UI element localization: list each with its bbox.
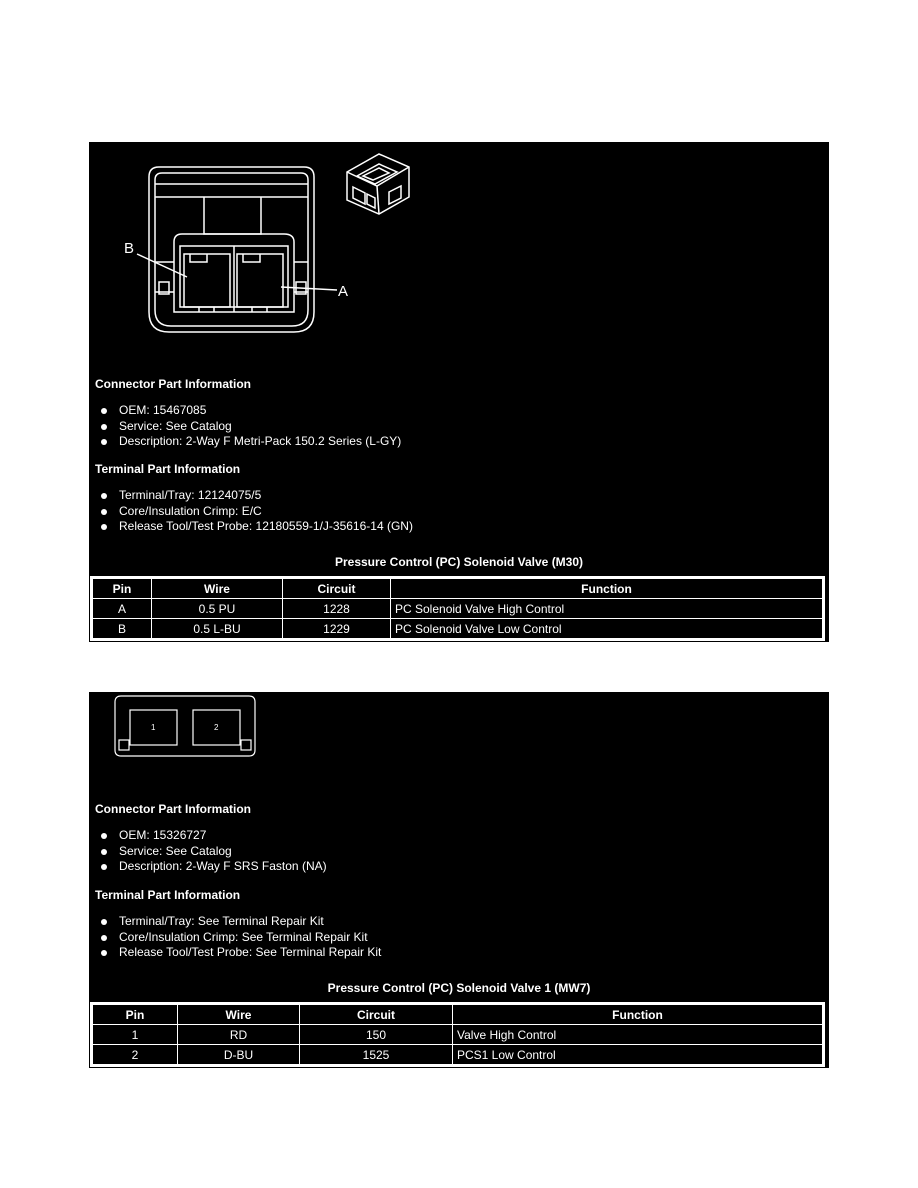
terminal-info-heading: Terminal Part Information xyxy=(95,888,241,902)
cavity-label-2: 2 xyxy=(214,723,219,732)
column-header-circuit: Circuit xyxy=(300,1005,453,1025)
list-item: OEM: 15326727 xyxy=(95,828,327,844)
bullet-icon xyxy=(101,919,107,925)
cell-function: PCS1 Low Control xyxy=(453,1045,823,1065)
pin-table-title: Pressure Control (PC) Solenoid Valve 1 (MW7) xyxy=(327,981,591,995)
table-row xyxy=(93,599,823,619)
cavity-label-1: 1 xyxy=(151,723,156,732)
bullet-icon xyxy=(101,408,107,414)
bullet-icon xyxy=(101,849,107,855)
bullet-icon xyxy=(101,439,107,445)
list-item: Terminal/Tray: See Terminal Repair Kit xyxy=(95,914,381,930)
bullet-icon xyxy=(101,864,107,870)
terminal-info-heading: Terminal Part Information xyxy=(95,462,241,476)
terminal-info-list xyxy=(95,488,413,535)
table-header-row xyxy=(93,1005,823,1025)
cell-pin: 2 xyxy=(93,1045,178,1065)
list-item: Terminal/Tray: 12124075/5 xyxy=(95,488,413,504)
connector-face-diagram xyxy=(89,142,829,372)
connector-face-diagram xyxy=(89,692,289,762)
column-header-pin: Pin xyxy=(93,579,152,599)
cell-circuit: 1229 xyxy=(283,619,391,639)
cell-function: PC Solenoid Valve High Control xyxy=(391,599,823,619)
column-header-wire: Wire xyxy=(152,579,283,599)
connector-info-list xyxy=(95,403,401,450)
connector-info-heading: Connector Part Information xyxy=(95,802,252,816)
connector-panel-m30 xyxy=(89,142,829,642)
cell-pin: 1 xyxy=(93,1025,178,1045)
list-item: Service: See Catalog xyxy=(95,419,401,435)
connector-info-heading: Connector Part Information xyxy=(95,377,252,391)
bullet-icon xyxy=(101,424,107,430)
cell-wire: 0.5 L-BU xyxy=(152,619,283,639)
pin-table xyxy=(92,1004,823,1065)
cell-function: Valve High Control xyxy=(453,1025,823,1045)
callout-label-b: B xyxy=(124,240,135,257)
table-header-row xyxy=(93,579,823,599)
cell-pin: A xyxy=(93,599,152,619)
bullet-icon xyxy=(101,935,107,941)
connector-panel-mw7 xyxy=(89,692,829,1068)
list-item: Description: 2-Way F Metri-Pack 150.2 Series (L-GY) xyxy=(95,434,401,450)
cell-circuit: 1525 xyxy=(300,1045,453,1065)
column-header-pin: Pin xyxy=(93,1005,178,1025)
table-row xyxy=(93,619,823,639)
pin-table-title: Pressure Control (PC) Solenoid Valve (M30) xyxy=(334,555,584,569)
cell-circuit: 1228 xyxy=(283,599,391,619)
column-header-function: Function xyxy=(391,579,823,599)
pin-table xyxy=(92,578,823,639)
table-row xyxy=(93,1045,823,1065)
cell-wire: D-BU xyxy=(178,1045,300,1065)
cell-circuit: 150 xyxy=(300,1025,453,1045)
column-header-wire: Wire xyxy=(178,1005,300,1025)
bullet-icon xyxy=(101,950,107,956)
column-header-circuit: Circuit xyxy=(283,579,391,599)
bullet-icon xyxy=(101,524,107,530)
list-item: Release Tool/Test Probe: See Terminal Repair Kit xyxy=(95,945,381,961)
list-item: OEM: 15467085 xyxy=(95,403,401,419)
callout-label-a: A xyxy=(338,283,349,300)
cell-function: PC Solenoid Valve Low Control xyxy=(391,619,823,639)
list-item: Core/Insulation Crimp: See Terminal Repair Kit xyxy=(95,930,381,946)
bullet-icon xyxy=(101,493,107,499)
terminal-info-list xyxy=(95,914,381,961)
cell-pin: B xyxy=(93,619,152,639)
bullet-icon xyxy=(101,833,107,839)
cell-wire: RD xyxy=(178,1025,300,1045)
list-item: Description: 2-Way F SRS Faston (NA) xyxy=(95,859,327,875)
table-row xyxy=(93,1025,823,1045)
list-item: Release Tool/Test Probe: 12180559-1/J-35616-14 (GN) xyxy=(95,519,413,535)
list-item: Core/Insulation Crimp: E/C xyxy=(95,504,413,520)
bullet-icon xyxy=(101,509,107,515)
cell-wire: 0.5 PU xyxy=(152,599,283,619)
connector-info-list xyxy=(95,828,327,875)
column-header-function: Function xyxy=(453,1005,823,1025)
list-item: Service: See Catalog xyxy=(95,844,327,860)
